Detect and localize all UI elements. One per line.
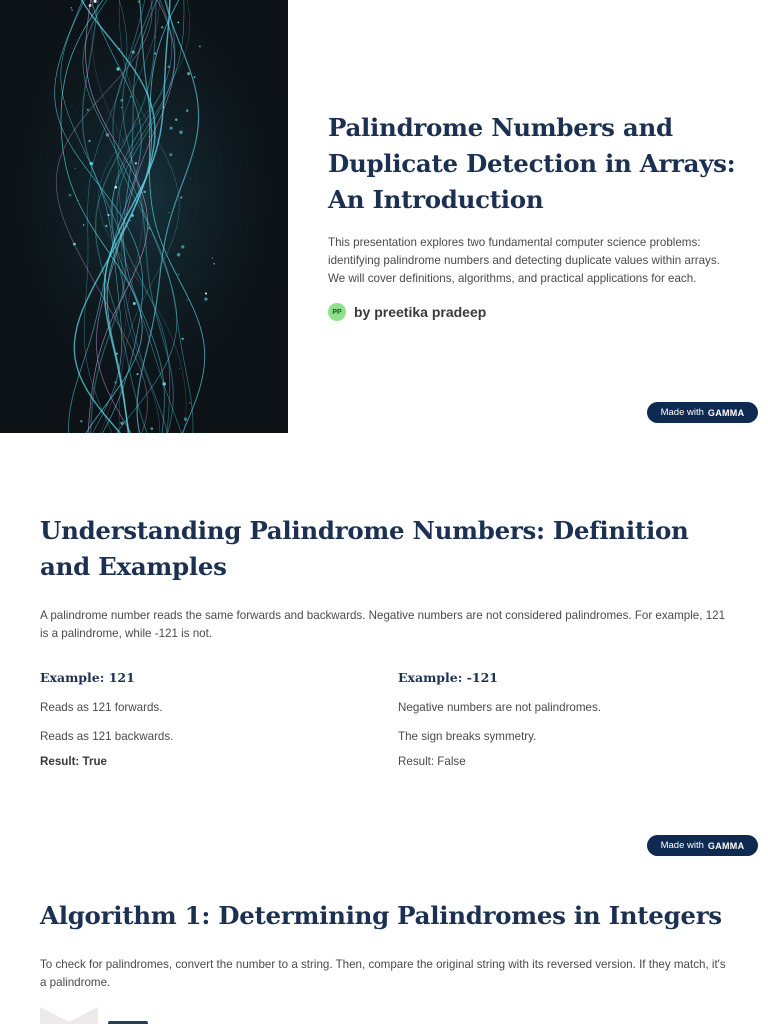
example-line: Negative numbers are not palindromes. [398, 701, 601, 714]
sparkle [114, 186, 117, 189]
sparkle [83, 224, 84, 225]
sparkle [186, 109, 189, 112]
sparkle [177, 253, 181, 257]
sparkle [131, 214, 134, 217]
sparkle [155, 36, 156, 37]
author-byline [328, 303, 486, 321]
sparkle [71, 7, 72, 8]
sparkle [132, 50, 135, 53]
sparkle [181, 245, 184, 248]
sparkle [114, 381, 117, 384]
sparkle [135, 162, 137, 164]
sparkle [187, 72, 190, 75]
envelope-flap [40, 1007, 98, 1022]
example-card-positive [40, 668, 370, 771]
sparkle [90, 162, 93, 165]
sparkle [121, 107, 122, 108]
hero-image [0, 0, 288, 433]
example-line: Reads as 121 backwards. [40, 730, 174, 743]
section-title-palindrome-definition: Understanding Palindrome Numbers: Definition and Examples [40, 516, 689, 581]
glowing-data-streams-image [0, 0, 288, 433]
sparkle [143, 191, 145, 193]
sparkle [162, 382, 165, 385]
sparkle [106, 133, 109, 136]
sparkle [121, 272, 122, 273]
sparkle [170, 127, 173, 130]
sparkle [163, 107, 164, 108]
sparkle [213, 263, 215, 265]
truncated-heading [108, 1016, 168, 1024]
sparkle [116, 353, 118, 355]
sparkle [71, 9, 72, 10]
sparkle [73, 243, 76, 246]
sparkle [71, 106, 72, 107]
section-title-algorithm-1: Algorithm 1: Determining Palindromes in Integers [40, 901, 722, 930]
sparkle [75, 168, 76, 169]
sparkle [169, 153, 172, 156]
sparkle [180, 196, 182, 198]
sparkle [119, 48, 121, 50]
sparkle [87, 109, 89, 111]
badge-prefix: Made with [660, 840, 704, 851]
sparkle [89, 4, 92, 7]
sparkle [189, 402, 190, 403]
sparkle [194, 76, 196, 78]
example-title: Example: 121 [40, 670, 135, 685]
sparkle [186, 299, 187, 300]
sparkle [184, 418, 187, 421]
author-name: by preetika pradeep [354, 304, 487, 320]
avatar: PP [328, 303, 346, 321]
sparkle [138, 0, 141, 3]
sparkle [120, 99, 123, 102]
sparkle [88, 140, 90, 142]
sparkle [138, 327, 139, 328]
sparkle [179, 368, 180, 369]
sparkle [190, 178, 191, 179]
sparkle [129, 220, 131, 222]
sparkle [169, 212, 170, 213]
sparkle [133, 302, 136, 305]
sparkle [167, 65, 170, 68]
sparkle [80, 420, 82, 422]
sparkle [107, 214, 109, 216]
badge-prefix: Made with [660, 407, 704, 418]
sparkle [205, 292, 207, 294]
sparkle [154, 53, 156, 55]
sparkle [69, 194, 72, 197]
example-line: Reads as 121 forwards. [40, 701, 163, 714]
sparkle [136, 373, 138, 375]
sparkle [120, 422, 123, 425]
gamma-logo: GAMMA [707, 840, 745, 851]
sparkle [77, 200, 78, 201]
sparkle [83, 152, 84, 153]
made-with-gamma-button[interactable] [647, 402, 758, 423]
title-slide [0, 0, 768, 433]
sparkle [177, 273, 179, 275]
example-card-negative [398, 668, 728, 771]
sparkle [212, 257, 213, 258]
sparkle [130, 96, 132, 98]
presentation-description: This presentation explores two fundamental computer science problems: identifying palindrome numbers and detecting duplicate values within arrays. We will cover definitions, algorithms, and practical applications for each. [328, 236, 720, 285]
sparkle [199, 45, 201, 47]
sparkle [148, 227, 151, 230]
gamma-logo: GAMMA [707, 407, 745, 418]
sparkle [161, 26, 164, 29]
example-line: The sign breaks symmetry. [398, 730, 537, 743]
sparkle [116, 67, 119, 70]
sparkle [182, 338, 184, 340]
made-with-gamma-button[interactable] [647, 835, 758, 856]
sparkle [179, 131, 182, 134]
sparkle [175, 118, 177, 120]
example-result: Result: False [398, 755, 466, 768]
sparkle [105, 225, 107, 227]
sparkle [177, 21, 179, 23]
palindrome-definition-paragraph: A palindrome number reads the same forwards and backwards. Negative numbers are not considered palindromes. For example, 121 is a palindrome, while -121 is not. [40, 609, 726, 640]
sparkle [204, 297, 207, 300]
sparkle [151, 427, 154, 430]
example-result: Result: True [40, 755, 107, 768]
algorithm-1-paragraph: To check for palindromes, convert the number to a string. Then, compare the original string with its reversed version. If they match, it's a palindrome. [40, 958, 726, 989]
example-title: Example: -121 [398, 670, 498, 685]
sparkle [149, 136, 150, 137]
presentation-title: Palindrome Numbers and Duplicate Detection in Arrays: An Introduction [328, 113, 736, 214]
